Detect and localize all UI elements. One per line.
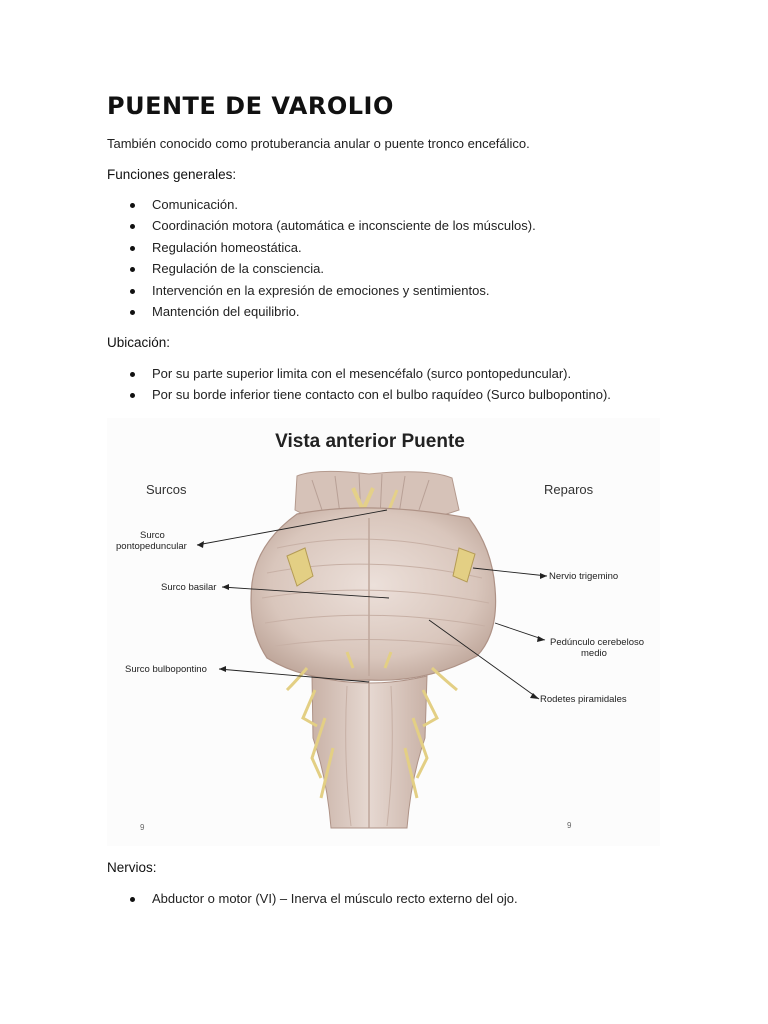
functions-heading: Funciones generales: <box>107 167 237 182</box>
bullet-icon <box>130 310 135 315</box>
intro-text: También conocido como protuberancia anular o puente tronco encefálico. <box>107 136 530 151</box>
location-heading: Ubicación: <box>107 335 171 350</box>
label-surco-bulbopontino: Surco bulbopontino <box>125 664 207 675</box>
label-surco-pontopeduncular-2: pontopeduncular <box>116 541 187 552</box>
label-pedunculo-1: Pedúnculo cerebeloso <box>550 637 645 648</box>
label-nervio-trigemino: Nervio trigemino <box>549 571 619 582</box>
bullet-icon <box>130 897 135 902</box>
figure-page-number-right: 9 <box>567 821 572 830</box>
label-surco-basilar: Surco basilar <box>161 582 217 593</box>
label-rodetes-piramidales: Rodetes piramidales <box>540 694 627 705</box>
figure-title: Vista anterior Puente <box>275 431 465 452</box>
medulla <box>312 676 427 828</box>
bullet-icon <box>130 246 135 251</box>
pons-body <box>251 508 496 680</box>
bullet-icon <box>130 267 135 272</box>
label-pedunculo-2: medio <box>581 648 607 659</box>
nerves-heading: Nervios: <box>107 860 157 875</box>
bullet-icon <box>130 203 135 208</box>
label-surco-pontopeduncular-1: Surco <box>140 530 165 541</box>
page-title: PUENTE DE VAROLIO <box>107 92 394 120</box>
figure-left-header: Surcos <box>146 482 187 497</box>
bullet-icon <box>130 393 135 398</box>
bullet-icon <box>130 289 135 294</box>
figure-right-header: Reparos <box>544 482 594 497</box>
figure-page-number-left: 9 <box>140 823 145 832</box>
bullet-icon <box>130 224 135 229</box>
pons-anterior-figure <box>107 418 660 846</box>
bullet-icon <box>130 372 135 377</box>
